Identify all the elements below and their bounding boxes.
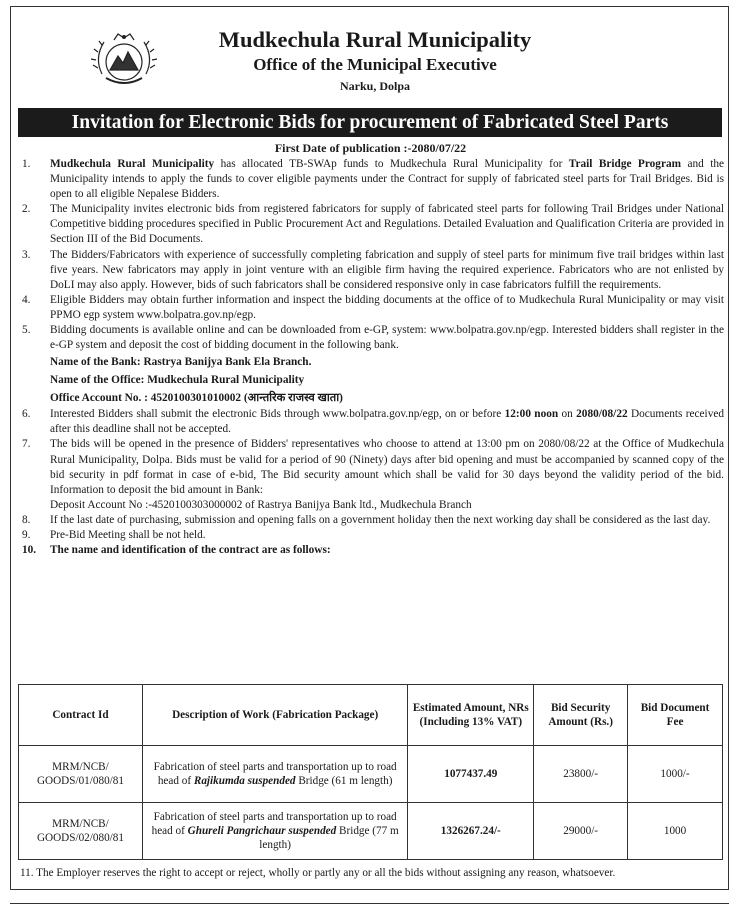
clause-text: If the last date of purchasing, submission and opening falls on a government holiday then the next working day shall be considered as the last day.: [50, 513, 711, 526]
bottom-divider: [10, 903, 729, 904]
clause-8: [22, 513, 724, 528]
description-part: Fabrication of steel parts and transportation up to road head of: [151, 811, 397, 837]
clause-text-part: on: [558, 408, 577, 421]
clause-number: 8.: [22, 513, 31, 526]
clause-4: [22, 293, 724, 323]
clause-text: Bidding documents is available online and can be downloaded from e-GP, system: www.bolpatra.gov.np/egp. Interested bidders shall register in the e-GP system and deposit the cost of bidding document in the following bank.: [50, 324, 724, 352]
table-header-row: [19, 685, 723, 746]
clause-text-part: has allocated TB-SWAp funds to Mudkechula Rural Municipality for: [214, 158, 569, 170]
header-bid-security: Bid Security Amount (Rs.): [534, 685, 628, 746]
bank-name: Name of the Bank: Rastrya Banijya Bank Ela Branch.: [50, 356, 312, 369]
estimated-amount: 1077437.49: [408, 746, 534, 803]
clause-text: [50, 437, 724, 512]
clause-2: [22, 202, 724, 247]
clause-bold-text: Trail Bridge Program: [568, 158, 682, 170]
clause-number: 3.: [22, 248, 31, 261]
clause-text: Eligible Bidders may obtain further information and inspect the bidding documents at the office of to Mudkechula Rural Municipality or may visit PPMO egp system www.bolpatra.gov.np/egp.: [50, 293, 724, 321]
clause-text: Pre-Bid Meeting shall be not held.: [50, 528, 206, 541]
clause-text: The Bidders/Fabricators with experience of successfully completing fabrication and supply of steel parts for minimum five trail bridges within last five years. New fabricators may apply in joint venture with an eligible firm having the required experience. Fabricators who are not enlisted by DoLI may also apply. However, bids of such fabricators shall be considered responsive only in case fabricators fulfill the requirements.: [50, 248, 724, 291]
bid-document-fee: 1000/-: [628, 746, 723, 803]
clause-number: 4.: [22, 293, 31, 306]
clause-7: [22, 437, 724, 512]
bid-security-amount: 23800/-: [534, 746, 628, 803]
office-account-number: Office Account No. : 4520100301010002 (आन्तरिक राजस्व खाता): [50, 392, 343, 405]
table-row: [19, 746, 723, 803]
work-description: [142, 746, 407, 803]
notice-body: [22, 157, 724, 558]
header-description: Description of Work (Fabrication Package): [142, 685, 407, 746]
clause-number: 9.: [22, 528, 31, 541]
notice-header: [160, 26, 590, 96]
description-part: Bridge (61 m length): [295, 775, 393, 787]
clause-text: [50, 157, 724, 202]
contract-id: [19, 803, 143, 860]
municipality-emblem-icon: [88, 28, 160, 98]
deadline-time: 12:00 noon: [504, 408, 559, 421]
clause-text-part: The bids will be opened in the presence of Bidders' representatives who choose to attend at 13:00 pm on 2080/08/22 at the Office of Mudkechula Rural Municipality, Dolpa. Bids must be valid for a period of 90 (Ninety) days after bid opening and must be accompanied by scanned copy of the bid security in pdf format in case of e-bid, The Bid security amount which shall be valid for 30 days beyond the validity period of the bid. Information to deposit the bid amount in Bank:: [50, 438, 724, 496]
description-part: Fabrication of steel parts and transportation up to road head of: [153, 761, 397, 787]
clause-text: [50, 407, 724, 437]
bid-document-fee: 1000: [628, 803, 723, 860]
clause-number: 2.: [22, 203, 31, 216]
deadline-date: 2080/08/22: [576, 408, 628, 421]
contract-id-part: MRM/NCB/: [52, 761, 109, 773]
clause-1: [22, 157, 724, 202]
contract-table: [18, 684, 723, 860]
bid-security-amount: 29000/-: [534, 803, 628, 860]
publication-date: First Date of publication :-2080/07/22: [274, 141, 467, 155]
contract-id-part: MRM/NCB/: [52, 818, 109, 830]
clause-9: [22, 528, 724, 543]
clause-text-part: Documents received after this deadline shall not be accepted.: [50, 408, 725, 436]
clause-5: [22, 323, 724, 353]
bridge-name: Rajikumda suspended: [193, 775, 296, 787]
contract-id-part: GOODS/02/080/81: [36, 832, 124, 844]
clause-number: 10.: [22, 544, 37, 557]
employer-reservation-clause: 11. The Employer reserves the right to accept or reject, wholly or partly any or all the bids without assigning any reason, whatsoever.: [20, 867, 616, 879]
header-estimated-amount: Estimated Amount, NRs (Including 13% VAT): [408, 685, 534, 746]
header-document-fee: Bid Document Fee: [628, 685, 723, 746]
clause-number: 7.: [22, 438, 31, 451]
deposit-account: Deposit Account No :-4520100303000002 of Rastrya Banijya Bank ltd., Mudkechula Branch: [50, 498, 472, 511]
clause-bold-text: Mudkechula Rural Municipality: [50, 158, 215, 170]
header-contract-id: Contract Id: [19, 685, 143, 746]
bridge-name: Ghureli Pangrichaur suspended: [187, 825, 337, 837]
office-name: Office of the Municipal Executive: [253, 55, 497, 74]
clause-text-part: and the Municipality intends to apply the funds to cover eligible payments under the Contract for supply of fabricated steel parts for Trail Bridges. Bid is open to all eligible Nepalese Bidders.: [50, 158, 724, 201]
work-description: [142, 803, 407, 860]
office-address: Narku, Dolpa: [339, 79, 410, 93]
office-name-line: Name of the Office: Mudkechula Rural Municipality: [50, 374, 305, 387]
clause-number: 5.: [22, 324, 31, 337]
table-row: [19, 803, 723, 860]
clause-10: [22, 543, 724, 558]
contract-id-part: GOODS/01/080/81: [36, 775, 124, 787]
description-part: Bridge (77 m length): [259, 825, 399, 851]
contract-id: [19, 746, 143, 803]
clause-text-part: Interested Bidders shall submit the electronic Bids through www.bolpatra.gov.np/egp, on or before: [50, 408, 505, 421]
clause-number: 6.: [22, 408, 31, 421]
clause-text: The name and identification of the contract are as follows:: [50, 544, 331, 557]
clause-text: The Municipality invites electronic bids from registered fabricators for supply of fabricated steel parts for following Trail Bridges under National Competitive bidding procedures specified in Public Procurement Act and Regulations. Detailed Evaluation and Qualification Criteria are provided in Section III of the Bid Documents.: [50, 203, 724, 246]
municipality-name: Mudkechula Rural Municipality: [218, 27, 532, 52]
clause-6: [22, 407, 724, 437]
estimated-amount: 1326267.24/-: [408, 803, 534, 860]
clause-3: [22, 248, 724, 293]
notice-title-banner: Invitation for Electronic Bids for procurement of Fabricated Steel Parts: [18, 108, 722, 137]
clause-number: 1.: [22, 158, 31, 170]
